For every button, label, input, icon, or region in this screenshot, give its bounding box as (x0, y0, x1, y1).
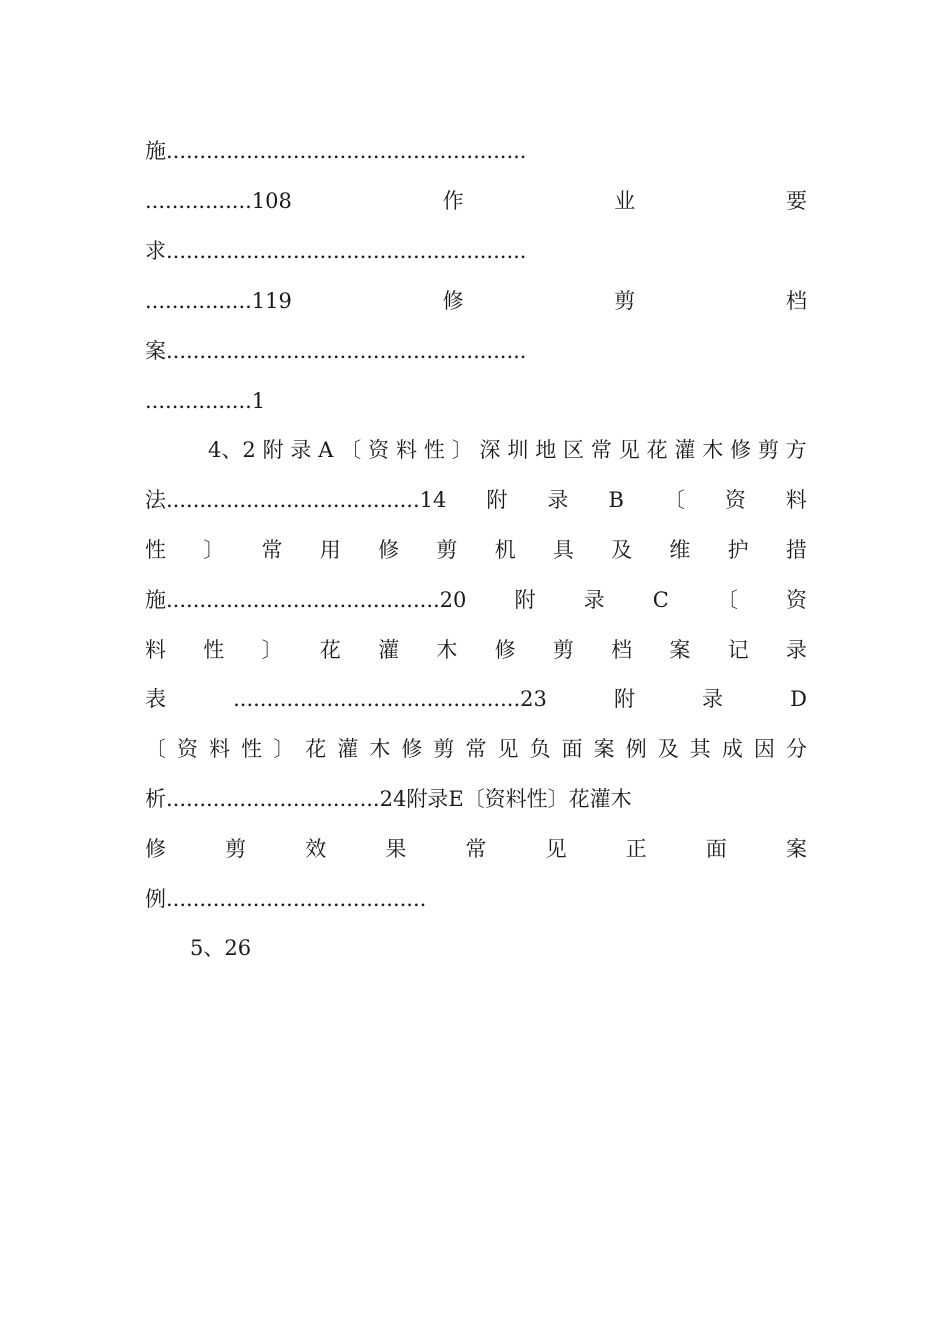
line-token: A (318, 438, 334, 462)
line-token: ................119 (145, 289, 292, 313)
line-token: 果 (385, 837, 407, 861)
line-token: 修 (494, 638, 516, 662)
line-token: 及 (611, 538, 633, 562)
line-token: 〕 (451, 438, 473, 462)
line-token: 其 (689, 737, 711, 761)
line-token: ................108 (145, 189, 292, 213)
toc-line (145, 635, 807, 665)
toc-line (145, 834, 807, 864)
line-token: 木 (702, 438, 724, 462)
line-token: ...........................................23 (233, 687, 547, 711)
toc-line: ................1 (145, 389, 266, 413)
line-token: 常 (590, 438, 612, 462)
line-token: 修 (378, 538, 400, 562)
line-token: 档 (611, 638, 633, 662)
line-token: 剪 (757, 438, 779, 462)
line-token: 录 (547, 488, 569, 512)
line-token: 修 (145, 837, 166, 861)
line-token: 剪 (433, 737, 455, 761)
line-token: 剪 (614, 289, 636, 313)
line-token: 资 (724, 488, 746, 512)
line-token: 修 (442, 289, 464, 313)
line-token: 〕 (203, 538, 225, 562)
line-token: 附 (613, 687, 635, 711)
line-token: 要 (786, 189, 807, 213)
line-token: 案 (593, 737, 615, 761)
toc-line: 求...................................................... (145, 239, 527, 263)
line-token: 〔 (145, 737, 166, 761)
toc-line (208, 435, 807, 465)
line-token: 料 (209, 737, 231, 761)
line-token: 〔 (716, 588, 738, 612)
toc-line: 析................................24附录E〔资料性〕花灌木 (145, 787, 632, 811)
line-token: 业 (614, 189, 636, 213)
line-token: 圳 (507, 438, 529, 462)
line-token: 资 (177, 737, 199, 761)
line-token: 施.........................................20 (145, 588, 467, 612)
line-token: 资 (368, 438, 390, 462)
line-token: 花 (305, 737, 327, 761)
toc-line: 案...................................................... (145, 339, 527, 363)
line-token: 录 (702, 687, 724, 711)
line-token: 录 (290, 438, 312, 462)
line-token: 常 (261, 538, 283, 562)
line-token: 木 (369, 737, 391, 761)
line-token: 木 (436, 638, 458, 662)
toc-line (145, 186, 807, 216)
line-token: D (790, 687, 807, 711)
line-token: 料 (145, 638, 166, 662)
toc-line (145, 485, 807, 515)
line-token: 见 (618, 438, 640, 462)
line-token: B (608, 488, 624, 512)
line-token: 正 (625, 837, 647, 861)
line-token: 案 (786, 837, 807, 861)
line-token: 地 (535, 438, 557, 462)
toc-line (145, 535, 807, 565)
line-token: 4、2 (208, 438, 256, 462)
line-token: 因 (753, 737, 775, 761)
line-token: 〔 (340, 438, 362, 462)
line-token: 案 (669, 638, 691, 662)
line-token: 见 (497, 737, 519, 761)
line-token: 修 (401, 737, 423, 761)
line-token: 料 (395, 438, 417, 462)
line-token: 区 (563, 438, 585, 462)
toc-line: 施...................................................... (145, 139, 527, 163)
line-token: 方 (785, 438, 807, 462)
line-token: 〕 (273, 737, 295, 761)
line-token: 常 (465, 737, 487, 761)
line-token: 表 (145, 687, 166, 711)
line-token: 护 (727, 538, 749, 562)
line-token: 及 (657, 737, 679, 761)
line-token: 面 (705, 837, 727, 861)
line-token: 成 (721, 737, 743, 761)
line-token: 性 (423, 438, 445, 462)
line-token: 录 (785, 638, 807, 662)
toc-line (145, 286, 807, 316)
line-token: 附 (514, 588, 536, 612)
line-token: 料 (785, 488, 807, 512)
line-token: 附 (262, 438, 284, 462)
line-token: 剪 (436, 538, 458, 562)
line-token: 常 (465, 837, 487, 861)
line-token: 负 (529, 737, 551, 761)
line-token: 记 (727, 638, 749, 662)
line-token: 剪 (552, 638, 574, 662)
line-token: 分 (785, 737, 807, 761)
line-token: 维 (669, 538, 691, 562)
line-token: 具 (552, 538, 574, 562)
line-token: 录 (583, 588, 605, 612)
line-token: 见 (545, 837, 567, 861)
line-token: 灌 (337, 737, 359, 761)
line-token: C (652, 588, 669, 612)
line-token: 附 (486, 488, 508, 512)
line-token: 作 (442, 189, 464, 213)
line-token: 面 (561, 737, 583, 761)
line-token: 性 (203, 638, 225, 662)
toc-line: 例....................................... (145, 887, 427, 911)
line-token: 法......................................14 (145, 488, 447, 512)
toc-line (145, 585, 807, 615)
line-token: 例 (625, 737, 647, 761)
line-token: 深 (479, 438, 501, 462)
toc-line (145, 684, 807, 714)
line-token: 灌 (674, 438, 696, 462)
line-token: 花 (319, 638, 341, 662)
line-token: 效 (305, 837, 327, 861)
line-token: 〔 (663, 488, 685, 512)
line-token: 用 (319, 538, 341, 562)
line-token: 性 (241, 737, 263, 761)
toc-line: 5、26 (190, 936, 252, 960)
toc-line (145, 734, 807, 764)
line-token: 性 (145, 538, 166, 562)
line-token: 花 (646, 438, 668, 462)
line-token: 资 (785, 588, 807, 612)
line-token: 灌 (378, 638, 400, 662)
line-token: 档 (786, 289, 807, 313)
line-token: 〕 (261, 638, 283, 662)
line-token: 剪 (225, 837, 247, 861)
line-token: 措 (785, 538, 807, 562)
line-token: 修 (730, 438, 752, 462)
line-token: 机 (494, 538, 516, 562)
